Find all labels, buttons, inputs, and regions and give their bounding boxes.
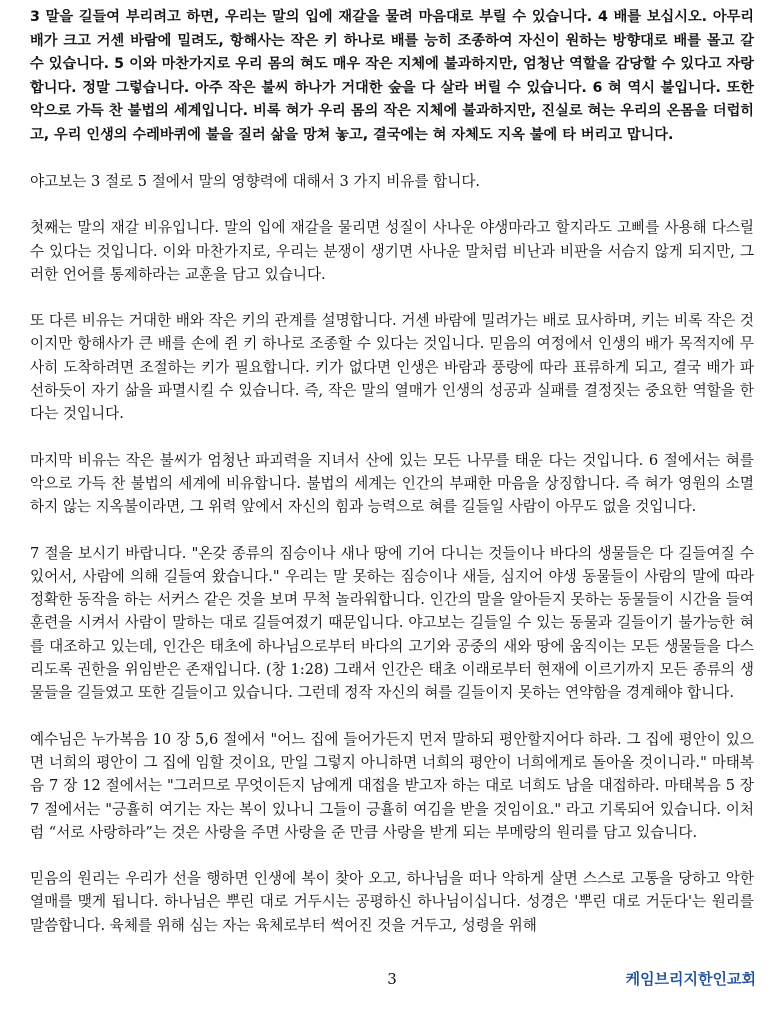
paragraph-gap xyxy=(30,705,754,728)
paragraph-fire: 마지막 비유는 작은 불씨가 엄청난 파괴력을 지녀서 산에 있는 모든 나무를 태운 다는 것입니다. 6 절에서는 혀를 악으로 가득 찬 불법의 세계에 비유합니다. 불법의 세계는 인간의 부패한 마음을 상징합니다. 즉 혀가 영원의 소멸하지 않는 지옥불이라면, 그 위력 앞에서 자신의 힘과 능력으로 혀를 길들일 사람이 아무도 없을 것입니다. xyxy=(30,451,754,516)
paragraph-intro: 야고보는 3 절로 5 절에서 말의 영향력에 대해서 3 가지 비유를 합니다. xyxy=(30,173,481,190)
paragraph-gap xyxy=(30,193,754,216)
paragraph-jesus: 예수님은 누가복음 10 장 5,6 절에서 "어느 집에 들어가든지 먼저 말하되 평안할지어다 하라. 그 집에 평안이 있으면 너희의 평안이 그 집에 임할 것이요, 만일 그렇지 아니하면 너희의 평안이 너희에게로 돌아올 것이니라." 마태복음 7 장 12 절에서는 "그러므로 무엇이든지 남에게 대접을 받고자 하는 대로 너희도 남을 대접하라. 마태복음 5 장 7 절에서는 "긍휼히 여기는 자는 복이 있나니 그들이 긍휼히 여김을 받을 것임이요." 라고 기록되어 있습니다. 이처럼 “서로 사랑하라”는 것은 사랑을 주면 사랑을 준 만큼 사랑을 받게 되는 부메랑의 원리를 담고 있습니다. xyxy=(30,730,754,841)
paragraph-gap xyxy=(30,519,754,542)
paragraph-bridle: 첫째는 말의 재갈 비유입니다. 말의 입에 재갈을 물리면 성질이 사나운 야생마라고 할지라도 고삐를 사용해 다스릴 수 있다는 것입니다. 이와 마찬가지로, 우리는 분쟁이 생기면 사나운 말처럼 비난과 비판을 서슴지 않게 되지만, 그러한 언어를 통제하라는 교훈을 담고 있습니다. xyxy=(30,219,754,283)
paragraph-gap xyxy=(30,426,754,449)
paragraph-verse7: 7 절을 보시기 바랍니다. "온갖 종류의 짐승이나 새나 땅에 기어 다니는 것들이나 바다의 생물들은 다 길들여질 수 있어서, 사람에 의해 길들여 왔습니다." 우리는 말 못하는 짐승이나 새들, 심지어 야생 동물들이 사람의 말에 따라 정확한 동작을 하는 서커스 같은 것을 보며 무척 놀라워합니다. 인간의 말을 알아듣지 못하는 동물들이 시간을 들여 훈련을 시켜서 사람이 말하는 대로 길들여졌기 때문입니다. 야고보는 길들일 수 있는 동물과 길들이기 불가능한 혀를 대조하고 있는데, 인간은 태초에 하나님으로부터 바다의 고기와 공중의 새와 땅에 움직이는 모든 생물들을 다스리도록 권한을 위임받은 존재입니다. (창 1:28) 그래서 인간은 태초 이래로부터 현재에 이르기까지 모든 종류의 생물들을 길들였고 또한 길들이고 있습니다. 그런데 정작 자신의 혀를 길들이지 못하는 연약함을 경계해야 합니다. xyxy=(30,544,754,702)
paragraph-gap xyxy=(30,844,754,867)
paragraph-faith: 믿음의 원리는 우리가 선을 행하면 인생에 복이 찾아 오고, 하나님을 떠나 악하게 살면 스스로 고통을 당하고 악한 열매를 맺게 됩니다. 하나님은 뿌린 대로 거두시는 공평하신 하나님이십니다. 성경은 '뿌린 대로 거둔다'는 원리를 말씀합니다. 육체를 위해 심는 자는 육체로부터 썩어진 것을 거두고, 성령을 위해 xyxy=(30,870,754,934)
paragraph-ship: 또 다른 비유는 거대한 배와 작은 키의 관계를 설명합니다. 거센 바람에 밀려가는 배로 묘사하며, 키는 비록 작은 것이지만 항해사가 큰 배를 손에 쥔 키 하나로 조종할 수 있다는 것입니다. 믿음의 여정에서 인생의 배가 목적지에 무사히 도착하려면 조절하는 키가 필요합니다. 키가 없다면 인생은 바람과 풍랑에 따라 표류하게 되고, 결국 배가 파선하듯이 자기 삶을 파멸시킬 수 있습니다. 즉, 작은 말의 열매가 인생의 성공과 실패를 결정짓는 중요한 역할을 한다는 것입니다. xyxy=(30,312,754,423)
paragraph-gap xyxy=(30,147,754,170)
paragraph-gap xyxy=(30,286,754,309)
church-name: 케임브리지한인교회 xyxy=(625,970,756,988)
scripture-quote: 3 말을 길들여 부리려고 하면, 우리는 말의 입에 재갈을 물려 마음대로 부릴 수 있습니다. 4 배를 보십시오. 아무리 배가 크고 거센 바람에 밀려도, 항해사는 작은 키 하나로 배를 능히 조종하여 자신이 원하는 방향대로 배를 몰고 갈 수 있습니다. 5 이와 마찬가지로 우리 몸의 혀도 매우 작은 지체에 불과하지만, 엄청난 역할을 감당할 수 있다고 자랑합니다. 정말 그렇습니다. 아주 작은 불씨 하나가 거대한 숲을 다 살라 버릴 수 있습니다. 6 혀 역시 불입니다. 또한 악으로 가득 찬 불법의 세계입니다. 비록 혀가 우리 몸의 작은 지체에 불과하지만, 진실로 혀는 우리의 온몸을 더럽히고, 우리 인생의 수레바퀴에 불을 질러 삶을 망쳐 놓고, 결국에는 혀 자체도 지옥 불에 타 버리고 맙니다. xyxy=(30,9,754,143)
page-number: 3 xyxy=(387,970,397,988)
